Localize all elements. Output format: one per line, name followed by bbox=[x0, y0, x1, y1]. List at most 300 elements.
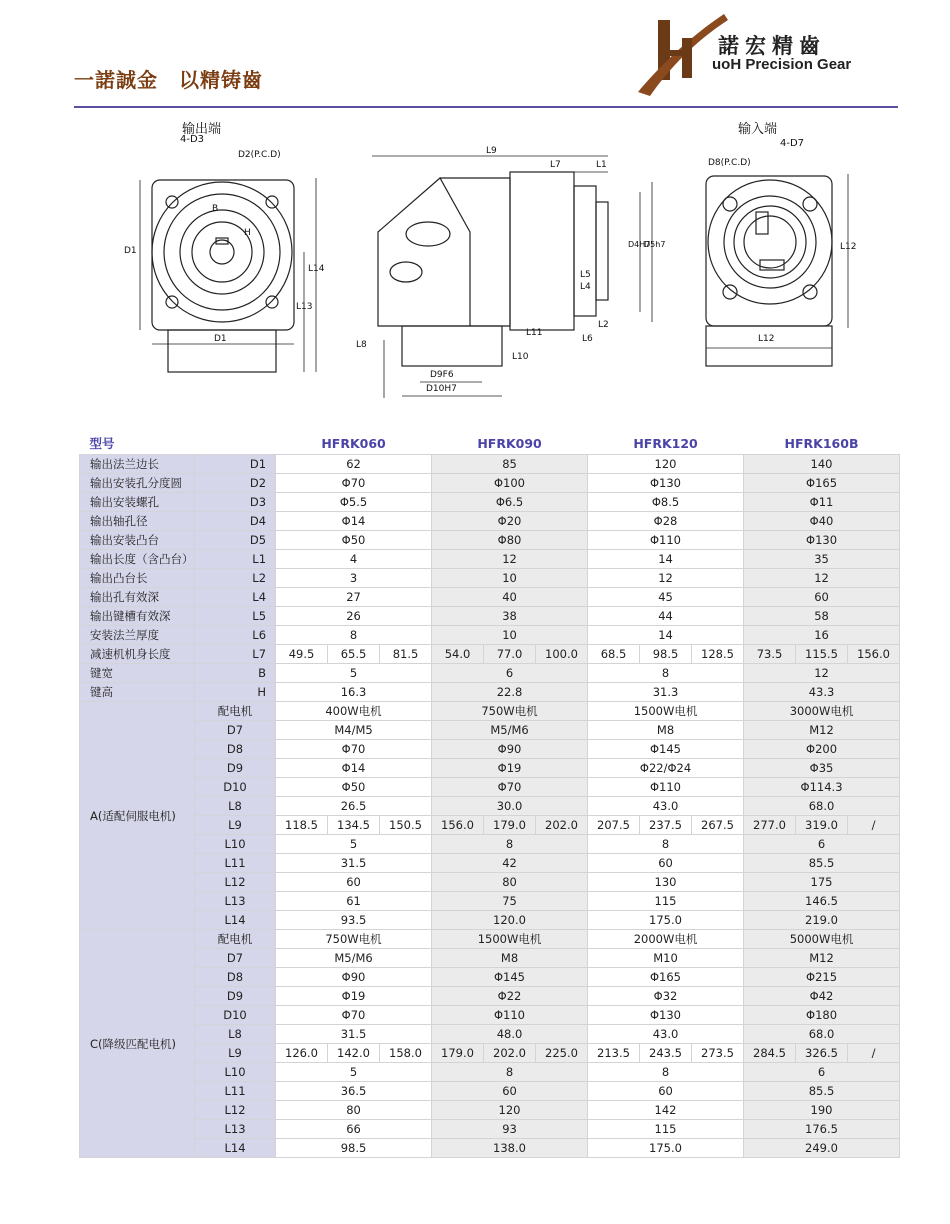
row-label: 输出安装凸台 bbox=[80, 531, 195, 550]
table-cell: Φ14 bbox=[276, 512, 432, 531]
row-code: D7 bbox=[195, 949, 276, 968]
table-cell: 6 bbox=[432, 664, 588, 683]
dim-l7: L7 bbox=[550, 160, 561, 170]
table-cell: M12 bbox=[744, 949, 900, 968]
table-cell: 156.0 bbox=[848, 645, 900, 664]
table-cell: 16 bbox=[744, 626, 900, 645]
dim-l12-bottom: L12 bbox=[758, 334, 775, 344]
table-cell: 100.0 bbox=[536, 645, 588, 664]
table-row bbox=[80, 949, 900, 968]
table-cell: 1500W电机 bbox=[432, 930, 588, 949]
table-cell: 12 bbox=[432, 550, 588, 569]
table-row bbox=[80, 854, 900, 873]
row-code: L10 bbox=[195, 835, 276, 854]
table-cell: 120 bbox=[432, 1101, 588, 1120]
table-cell: 6 bbox=[744, 835, 900, 854]
table-cell: 8 bbox=[588, 664, 744, 683]
row-label: 输出孔有效深 bbox=[80, 588, 195, 607]
table-cell: Φ100 bbox=[432, 474, 588, 493]
table-cell: Φ90 bbox=[276, 968, 432, 987]
table-cell: 115 bbox=[588, 892, 744, 911]
table-cell: 80 bbox=[432, 873, 588, 892]
table-cell: Φ215 bbox=[744, 968, 900, 987]
table-body bbox=[80, 455, 900, 1158]
table-cell: 10 bbox=[432, 626, 588, 645]
table-row bbox=[80, 968, 900, 987]
dim-l11: L11 bbox=[526, 328, 543, 338]
table-cell: 128.5 bbox=[692, 645, 744, 664]
table-cell: 267.5 bbox=[692, 816, 744, 835]
table-cell: 8 bbox=[432, 835, 588, 854]
dim-l1: L1 bbox=[596, 160, 607, 170]
table-cell: 26.5 bbox=[276, 797, 432, 816]
table-cell: Φ110 bbox=[432, 1006, 588, 1025]
table-cell: Φ110 bbox=[588, 531, 744, 550]
table-cell: 85.5 bbox=[744, 854, 900, 873]
dim-l9: L9 bbox=[486, 146, 497, 156]
table-cell: Φ70 bbox=[432, 778, 588, 797]
row-code: L14 bbox=[195, 1139, 276, 1158]
table-cell: Φ145 bbox=[432, 968, 588, 987]
logo-chinese-name: 諾宏精齒 bbox=[718, 33, 826, 58]
table-cell: 175 bbox=[744, 873, 900, 892]
output-end-view bbox=[140, 178, 316, 372]
input-end-label: 输入端 bbox=[738, 122, 778, 137]
row-label: 键高 bbox=[80, 683, 195, 702]
table-cell: 120 bbox=[588, 455, 744, 474]
input-end-view bbox=[706, 174, 848, 366]
table-cell: 5000W电机 bbox=[744, 930, 900, 949]
table-cell: 202.0 bbox=[536, 816, 588, 835]
table-cell: 98.5 bbox=[276, 1139, 432, 1158]
row-code: D10 bbox=[195, 1006, 276, 1025]
table-cell: 5 bbox=[276, 664, 432, 683]
row-code: L2 bbox=[195, 569, 276, 588]
table-cell: 130 bbox=[588, 873, 744, 892]
table-cell: 3000W电机 bbox=[744, 702, 900, 721]
table-cell: 190 bbox=[744, 1101, 900, 1120]
dim-d10: D10H7 bbox=[426, 384, 457, 394]
table-cell: 68.5 bbox=[588, 645, 640, 664]
table-cell: Φ114.3 bbox=[744, 778, 900, 797]
row-code: 配电机 bbox=[195, 702, 276, 721]
dim-l4: L4 bbox=[580, 282, 591, 292]
row-code: D4 bbox=[195, 512, 276, 531]
table-cell: 60 bbox=[276, 873, 432, 892]
table-cell: 12 bbox=[588, 569, 744, 588]
table-cell: 2000W电机 bbox=[588, 930, 744, 949]
table-cell: 115 bbox=[588, 1120, 744, 1139]
table-cell: Φ35 bbox=[744, 759, 900, 778]
table-row bbox=[80, 1025, 900, 1044]
table-cell: 35 bbox=[744, 550, 900, 569]
table-row bbox=[80, 778, 900, 797]
table-cell: 237.5 bbox=[640, 816, 692, 835]
row-code: D8 bbox=[195, 740, 276, 759]
row-code: L8 bbox=[195, 1025, 276, 1044]
row-label: 减速机机身长度 bbox=[80, 645, 195, 664]
table-cell: Φ6.5 bbox=[432, 493, 588, 512]
table-row bbox=[80, 455, 900, 474]
table-cell: 3 bbox=[276, 569, 432, 588]
row-code: D7 bbox=[195, 721, 276, 740]
table-cell: 30.0 bbox=[432, 797, 588, 816]
row-label: 输出安装孔分度圆 bbox=[80, 474, 195, 493]
table-row bbox=[80, 797, 900, 816]
table-cell: 31.5 bbox=[276, 854, 432, 873]
dim-l5: L5 bbox=[580, 270, 591, 280]
table-row bbox=[80, 740, 900, 759]
table-cell: 73.5 bbox=[744, 645, 796, 664]
row-code: L8 bbox=[195, 797, 276, 816]
table-cell: Φ22 bbox=[432, 987, 588, 1006]
table-row bbox=[80, 588, 900, 607]
table-cell: Φ200 bbox=[744, 740, 900, 759]
table-cell: 175.0 bbox=[588, 1139, 744, 1158]
table-cell: 68.0 bbox=[744, 1025, 900, 1044]
table-cell: 115.5 bbox=[796, 645, 848, 664]
row-code: 配电机 bbox=[195, 930, 276, 949]
row-code: D1 bbox=[195, 455, 276, 474]
dim-l10: L10 bbox=[512, 352, 529, 362]
row-code: L11 bbox=[195, 854, 276, 873]
row-label: 安装法兰厚度 bbox=[80, 626, 195, 645]
table-cell: 243.5 bbox=[640, 1044, 692, 1063]
output-end-label: 输出端 bbox=[182, 122, 222, 137]
row-code: D10 bbox=[195, 778, 276, 797]
table-row bbox=[80, 512, 900, 531]
table-cell: 12 bbox=[744, 569, 900, 588]
table-cell: 93 bbox=[432, 1120, 588, 1139]
table-cell: 249.0 bbox=[744, 1139, 900, 1158]
table-cell: M5/M6 bbox=[276, 949, 432, 968]
table-cell: Φ70 bbox=[276, 740, 432, 759]
table-cell: 22.8 bbox=[432, 683, 588, 702]
table-row bbox=[80, 664, 900, 683]
table-row bbox=[80, 835, 900, 854]
table-cell: Φ145 bbox=[588, 740, 744, 759]
table-cell: M10 bbox=[588, 949, 744, 968]
table-cell: 40 bbox=[432, 588, 588, 607]
row-code: L4 bbox=[195, 588, 276, 607]
table-cell: 326.5 bbox=[796, 1044, 848, 1063]
table-cell: Φ14 bbox=[276, 759, 432, 778]
table-cell: 54.0 bbox=[432, 645, 484, 664]
table-row bbox=[80, 1139, 900, 1158]
table-row bbox=[80, 1082, 900, 1101]
table-cell: M4/M5 bbox=[276, 721, 432, 740]
row-code: D9 bbox=[195, 987, 276, 1006]
dim-d8: D8(P.C.D) bbox=[708, 158, 751, 168]
table-cell: 273.5 bbox=[692, 1044, 744, 1063]
dim-l13: L13 bbox=[296, 302, 313, 312]
row-code: D9 bbox=[195, 759, 276, 778]
table-cell: 142 bbox=[588, 1101, 744, 1120]
table-row bbox=[80, 474, 900, 493]
table-cell: M12 bbox=[744, 721, 900, 740]
table-row bbox=[80, 626, 900, 645]
table-cell: 146.5 bbox=[744, 892, 900, 911]
table-cell: Φ22/Φ24 bbox=[588, 759, 744, 778]
table-cell: 134.5 bbox=[328, 816, 380, 835]
table-cell: 179.0 bbox=[484, 816, 536, 835]
table-cell: 43.0 bbox=[588, 797, 744, 816]
table-cell: 138.0 bbox=[432, 1139, 588, 1158]
row-code: D3 bbox=[195, 493, 276, 512]
table-cell: Φ70 bbox=[276, 474, 432, 493]
table-cell: 175.0 bbox=[588, 911, 744, 930]
table-row bbox=[80, 493, 900, 512]
table-cell: Φ130 bbox=[588, 1006, 744, 1025]
table-cell: 62 bbox=[276, 455, 432, 474]
table-cell: 176.5 bbox=[744, 1120, 900, 1139]
dim-l6: L6 bbox=[582, 334, 593, 344]
table-cell: Φ70 bbox=[276, 1006, 432, 1025]
table-cell: 6 bbox=[744, 1063, 900, 1082]
row-code: L6 bbox=[195, 626, 276, 645]
row-label: 输出法兰边长 bbox=[80, 455, 195, 474]
table-cell: 12 bbox=[744, 664, 900, 683]
table-cell: 5 bbox=[276, 1063, 432, 1082]
table-cell: 8 bbox=[588, 835, 744, 854]
model-header: 型号 bbox=[80, 432, 276, 455]
row-label: 输出凸台长 bbox=[80, 569, 195, 588]
table-cell: 8 bbox=[432, 1063, 588, 1082]
row-label: 输出长度（含凸台） bbox=[80, 550, 195, 569]
table-cell: 284.5 bbox=[744, 1044, 796, 1063]
model-hfrk060: HFRK060 bbox=[276, 432, 432, 455]
table-cell: 75 bbox=[432, 892, 588, 911]
table-cell: 126.0 bbox=[276, 1044, 328, 1063]
table-row bbox=[80, 702, 900, 721]
row-code: L13 bbox=[195, 892, 276, 911]
table-cell: 48.0 bbox=[432, 1025, 588, 1044]
dim-l12-right: L12 bbox=[840, 242, 857, 252]
row-code: L10 bbox=[195, 1063, 276, 1082]
dim-l14: L14 bbox=[308, 264, 325, 274]
table-cell: 142.0 bbox=[328, 1044, 380, 1063]
table-cell: 4 bbox=[276, 550, 432, 569]
table-cell: 319.0 bbox=[796, 816, 848, 835]
row-code: L11 bbox=[195, 1082, 276, 1101]
table-cell: Φ90 bbox=[432, 740, 588, 759]
table-cell: Φ8.5 bbox=[588, 493, 744, 512]
table-cell: 85 bbox=[432, 455, 588, 474]
table-cell: 179.0 bbox=[432, 1044, 484, 1063]
table-row bbox=[80, 1101, 900, 1120]
table-cell: Φ130 bbox=[588, 474, 744, 493]
group-c-label: C(降级匹配电机) bbox=[80, 930, 195, 1158]
table-cell: 140 bbox=[744, 455, 900, 474]
table-cell: 43.0 bbox=[588, 1025, 744, 1044]
table-cell: 5 bbox=[276, 835, 432, 854]
table-cell: 60 bbox=[588, 1082, 744, 1101]
row-label: 键宽 bbox=[80, 664, 195, 683]
row-code: L9 bbox=[195, 1044, 276, 1063]
dim-d4: D4H7 bbox=[628, 240, 651, 249]
table-cell: 66 bbox=[276, 1120, 432, 1139]
table-row bbox=[80, 1120, 900, 1139]
table-cell: Φ19 bbox=[432, 759, 588, 778]
table-row bbox=[80, 987, 900, 1006]
group-a-label: A(适配伺服电机) bbox=[80, 702, 195, 930]
model-hfrk120: HFRK120 bbox=[588, 432, 744, 455]
table-row bbox=[80, 816, 900, 835]
specification-table bbox=[79, 432, 900, 1158]
table-cell: 14 bbox=[588, 550, 744, 569]
table-cell: Φ11 bbox=[744, 493, 900, 512]
row-code: L1 bbox=[195, 550, 276, 569]
row-code: L7 bbox=[195, 645, 276, 664]
table-row bbox=[80, 550, 900, 569]
table-row bbox=[80, 759, 900, 778]
company-slogan: 一諾誠金 以精铸齒 bbox=[74, 68, 263, 92]
table-cell: 8 bbox=[276, 626, 432, 645]
table-cell: 98.5 bbox=[640, 645, 692, 664]
dim-4-d7: 4-D7 bbox=[780, 138, 805, 149]
logo-english-name: uoH Precision Gear bbox=[712, 56, 852, 73]
table-cell: Φ5.5 bbox=[276, 493, 432, 512]
table-cell: Φ165 bbox=[588, 968, 744, 987]
table-cell: 42 bbox=[432, 854, 588, 873]
dim-b: B bbox=[212, 204, 219, 214]
row-label: 输出安装螺孔 bbox=[80, 493, 195, 512]
table-cell: 150.5 bbox=[380, 816, 432, 835]
table-row bbox=[80, 930, 900, 949]
table-cell: M5/M6 bbox=[432, 721, 588, 740]
table-cell: 77.0 bbox=[484, 645, 536, 664]
table-cell: Φ165 bbox=[744, 474, 900, 493]
table-cell: Φ130 bbox=[744, 531, 900, 550]
row-code: L9 bbox=[195, 816, 276, 835]
header-divider bbox=[74, 106, 898, 108]
dim-d1-bottom: D1 bbox=[214, 334, 227, 344]
table-cell: 8 bbox=[588, 1063, 744, 1082]
table-cell: Φ20 bbox=[432, 512, 588, 531]
table-cell: Φ50 bbox=[276, 778, 432, 797]
model-hfrk090: HFRK090 bbox=[432, 432, 588, 455]
table-cell: 26 bbox=[276, 607, 432, 626]
table-cell: 68.0 bbox=[744, 797, 900, 816]
table-cell: M8 bbox=[432, 949, 588, 968]
table-cell: Φ50 bbox=[276, 531, 432, 550]
dimension-drawing bbox=[110, 112, 870, 412]
table-row bbox=[80, 683, 900, 702]
table-cell: Φ32 bbox=[588, 987, 744, 1006]
table-row bbox=[80, 892, 900, 911]
table-cell: 93.5 bbox=[276, 911, 432, 930]
table-cell: 158.0 bbox=[380, 1044, 432, 1063]
table-cell: 85.5 bbox=[744, 1082, 900, 1101]
table-cell: 156.0 bbox=[432, 816, 484, 835]
row-code: L12 bbox=[195, 873, 276, 892]
row-label: 输出轴孔径 bbox=[80, 512, 195, 531]
table-cell: 400W电机 bbox=[276, 702, 432, 721]
table-cell: 1500W电机 bbox=[588, 702, 744, 721]
dim-l8: L8 bbox=[356, 340, 367, 350]
table-cell: 43.3 bbox=[744, 683, 900, 702]
table-cell: Φ28 bbox=[588, 512, 744, 531]
table-cell: 14 bbox=[588, 626, 744, 645]
row-code: L12 bbox=[195, 1101, 276, 1120]
dim-l2: L2 bbox=[598, 320, 609, 330]
table-row bbox=[80, 911, 900, 930]
table-cell: 213.5 bbox=[588, 1044, 640, 1063]
table-row bbox=[80, 1063, 900, 1082]
dim-d5: D5h7 bbox=[644, 240, 666, 249]
table-cell: Φ80 bbox=[432, 531, 588, 550]
row-code: L14 bbox=[195, 911, 276, 930]
table-cell: M8 bbox=[588, 721, 744, 740]
technical-drawings bbox=[110, 112, 870, 412]
table-row bbox=[80, 721, 900, 740]
table-cell: Φ19 bbox=[276, 987, 432, 1006]
table-cell: 80 bbox=[276, 1101, 432, 1120]
table-row bbox=[80, 873, 900, 892]
table-cell: 16.3 bbox=[276, 683, 432, 702]
row-label: 输出键槽有效深 bbox=[80, 607, 195, 626]
table-cell: 10 bbox=[432, 569, 588, 588]
table-cell: 81.5 bbox=[380, 645, 432, 664]
table-cell: 58 bbox=[744, 607, 900, 626]
table-cell: 60 bbox=[432, 1082, 588, 1101]
dim-d1-left: D1 bbox=[124, 246, 137, 256]
table-cell: 61 bbox=[276, 892, 432, 911]
table-cell: 202.0 bbox=[484, 1044, 536, 1063]
table-cell: 44 bbox=[588, 607, 744, 626]
row-code: H bbox=[195, 683, 276, 702]
row-code: L13 bbox=[195, 1120, 276, 1139]
table-header-row bbox=[80, 432, 900, 455]
dim-h: H bbox=[244, 228, 251, 238]
dim-d9: D9F6 bbox=[430, 370, 454, 380]
dim-4-d3: 4-D3 bbox=[180, 134, 205, 145]
dim-d2: D2(P.C.D) bbox=[238, 150, 281, 160]
table-cell: Φ42 bbox=[744, 987, 900, 1006]
table-cell: 225.0 bbox=[536, 1044, 588, 1063]
table-cell: 219.0 bbox=[744, 911, 900, 930]
table-cell: / bbox=[848, 816, 900, 835]
table-cell: 38 bbox=[432, 607, 588, 626]
model-hfrk160b: HFRK160B bbox=[744, 432, 900, 455]
row-code: D8 bbox=[195, 968, 276, 987]
row-code: D2 bbox=[195, 474, 276, 493]
table-cell: Φ40 bbox=[744, 512, 900, 531]
table-cell: 65.5 bbox=[328, 645, 380, 664]
table-cell: 49.5 bbox=[276, 645, 328, 664]
table-cell: 27 bbox=[276, 588, 432, 607]
table-cell: 60 bbox=[744, 588, 900, 607]
table-cell: 120.0 bbox=[432, 911, 588, 930]
table-row bbox=[80, 1006, 900, 1025]
table-cell: 750W电机 bbox=[432, 702, 588, 721]
row-code: B bbox=[195, 664, 276, 683]
row-code: D5 bbox=[195, 531, 276, 550]
table-cell: 277.0 bbox=[744, 816, 796, 835]
table-cell: 60 bbox=[588, 854, 744, 873]
table-cell: 45 bbox=[588, 588, 744, 607]
table-row bbox=[80, 569, 900, 588]
table-cell: 750W电机 bbox=[276, 930, 432, 949]
table-cell: Φ180 bbox=[744, 1006, 900, 1025]
table-row bbox=[80, 645, 900, 664]
row-code: L5 bbox=[195, 607, 276, 626]
table-row bbox=[80, 607, 900, 626]
table-cell: Φ110 bbox=[588, 778, 744, 797]
table-cell: 31.3 bbox=[588, 683, 744, 702]
table-cell: / bbox=[848, 1044, 900, 1063]
table-cell: 36.5 bbox=[276, 1082, 432, 1101]
